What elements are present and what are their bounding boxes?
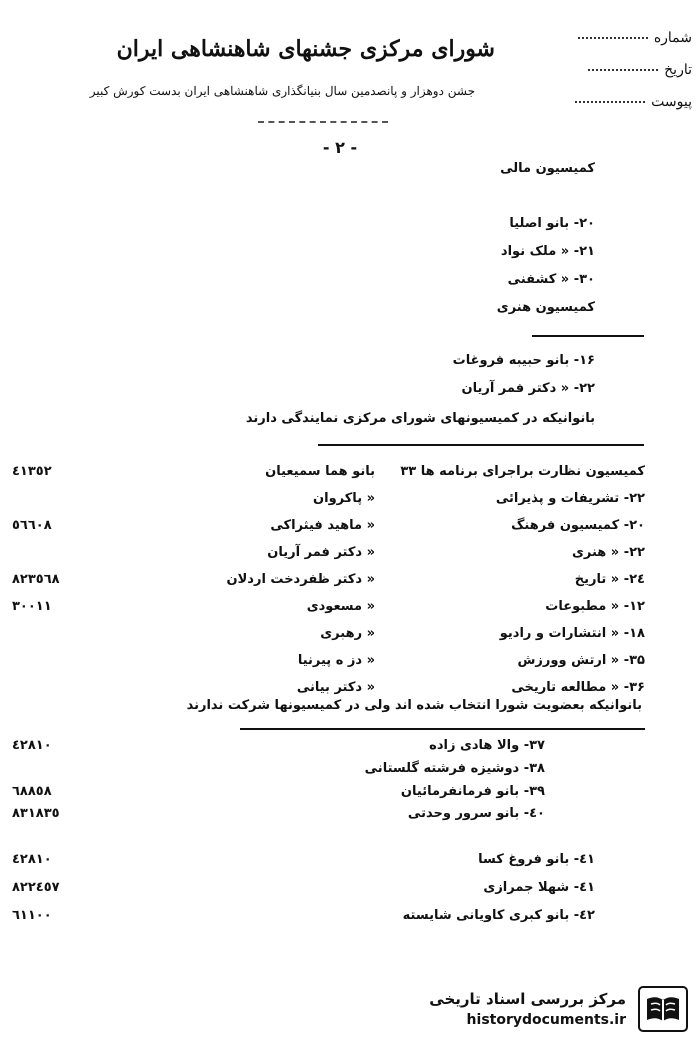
divider [318,444,644,446]
list-item: ۳۷- والا هادی زاده [429,738,545,753]
number-field [552,30,692,46]
table-row-number: ٦٨٨٥٨ [12,784,52,799]
table-row-number: ٨٣١٨٣٥ [12,806,60,821]
attachment-field [552,94,692,110]
table-row-commission: ۲۲- « هنری [571,545,645,560]
table-row-member: « ماهید فیثراکی [270,518,375,533]
table-row-member: « دکتر بیانی [296,680,375,695]
table-row-commission: ۳۶- « مطالعه تاریخی [511,680,645,695]
section-note: بانوانیکه در کمیسیونهای شورای مرکزی نمایندگی دارند [245,411,595,426]
art-commission-heading: کمیسیون هنری [496,300,595,315]
divider [240,728,645,730]
list-item: ٤٢- بانو کبری کاویانی شایسته [402,908,595,923]
list-item: ۱۶- بانو حبیبه فروغات [452,353,595,368]
date-field [552,62,692,78]
list-item: ۳۰- « کشفنی [507,272,595,287]
list-item: ۳۹- بانو فرمانفرمائیان [400,784,545,799]
attachment-label: پیوست [651,94,692,110]
table-row-member: « مسعودی [306,599,375,614]
list-item: ۲۲- « دکتر فمر آریان [461,381,595,396]
list-item: ٤١- شهلا جمرازی [483,880,595,895]
section-note: بانوانیکه بعضویت شورا انتخاب شده اند ولی در کمیسیونها شرکت ندارند [186,698,642,713]
list-item: ۲۰- بانو اصلیا [509,216,595,231]
watermark-url[interactable]: historydocuments.ir [466,1012,626,1028]
date-label: تاریخ [664,62,692,78]
table-row-number: ٣٠٠١١ [12,599,52,614]
list-item: ۳۸- دوشیزه فرشته گلستانی [364,761,545,776]
table-row-member: « رهبری [320,626,375,641]
attachment-dots [575,101,645,103]
table-row-member: بانو هما سمیعیان [265,464,375,479]
table-row-number: ٤٢٨١٠ [12,852,52,867]
table-row-member: « دز ه پیرنیا [297,653,375,668]
table-row-commission: کمیسیون نظارت براجرای برنامه ها ۳۳ [400,464,645,479]
table-row-number: ٨٢٢٤٥٧ [12,880,60,895]
table-row-member: « دکتر ظفردخت اردلان [226,572,375,587]
table-row-commission: ۲۰- کمیسیون فرهنگ [511,518,645,533]
table-row-number: ٨٢٣٥٦٨ [12,572,60,587]
table-row-number: ٤٢٨١٠ [12,738,52,753]
page-number: - ۲ - [322,138,358,157]
table-row-number: ٤١٣٥٢ [12,464,52,479]
letterhead-subtitle: جشن دوهزار و پانصدمین سال بنیانگذاری شاهنشاهی ایران بدست کورش کبیر [89,84,475,98]
letterhead-title: شورای مرکزی جشنهای شاهنشاهی ایران [116,36,495,62]
date-dots [588,69,658,71]
number-dots [578,37,648,39]
table-row-commission: ۳۵- « ارتش وورزش [517,653,645,668]
table-row-commission: ۲۲- تشریفات و پذیرائی [495,491,645,506]
table-row-member: « پاکروان [313,491,375,506]
finance-commission-heading: کمیسیون مالی [500,161,595,176]
list-item: ٤٠- بانو سرور وحدتی [407,806,545,821]
list-item: ٤١- بانو فروغ کسا [478,852,595,867]
table-row-commission: ۱۲- « مطبوعات [545,599,645,614]
watermark-name: مرکز بررسی اسناد تاریخی [429,990,626,1008]
table-row-commission: ۲٤- « تاریخ [574,572,645,587]
divider [532,335,644,337]
table-row-number: ٦١١٠٠ [12,908,52,923]
number-label: شماره [653,30,692,46]
table-row-commission: ۱۸- « انتشارات و رادیو [499,626,645,641]
list-item: ۲۱- « ملک نواد [500,244,595,259]
table-row-number: ٥٦٦٠٨ [12,518,52,533]
header-smudge [258,121,388,123]
book-logo-icon [638,986,688,1032]
table-row-member: « دکتر فمر آریان [267,545,375,560]
